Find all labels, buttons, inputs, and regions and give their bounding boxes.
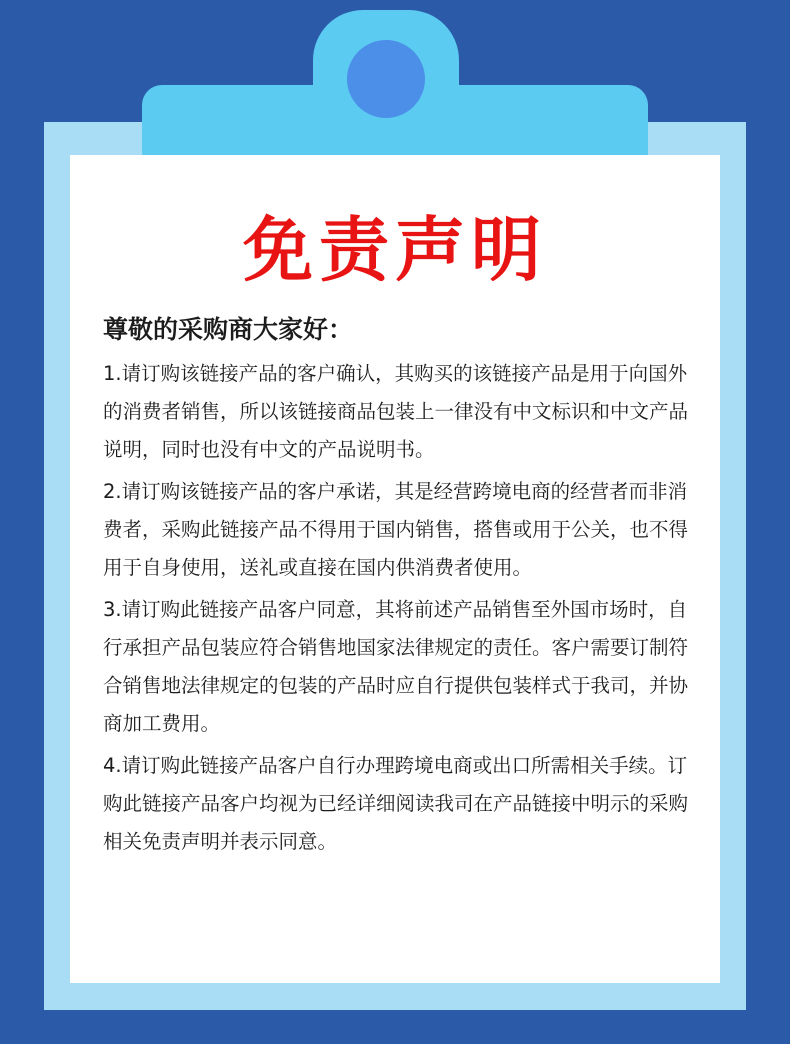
clause-2: 2.请订购该链接产品的客户承诺，其是经营跨境电商的经营者而非消费者，采购此链接产品不得用于国内销售，搭售或用于公关，也不得用于自身使用，送礼或直接在国内供消费者使用。	[103, 480, 689, 579]
greeting-text: 尊敬的采购商大家好：	[103, 315, 354, 344]
clip-hole-icon	[347, 40, 425, 118]
clause-1: 1.请订购该链接产品的客户确认，其购买的该链接产品是用于向国外的消费者销售，所以该链接商品包装上一律没有中文标识和中文产品说明，同时也没有中文的产品说明书。	[103, 362, 689, 461]
page-title: 免责声明	[243, 209, 547, 291]
clause-4: 4.请订购此链接产品客户自行办理跨境电商或出口所需相关手续。订购此链接产品客户均视为已经详细阅读我司在产品链接中明示的采购相关免责声明并表示同意。	[103, 754, 689, 853]
paper-sheet	[70, 155, 720, 983]
clause-3: 3.请订购此链接产品客户同意，其将前述产品销售至外国市场时，自行承担产品包装应符合销售地国家法律规定的责任。客户需要订制符合销售地法律规定的包装的产品时应自行提供包装样式于我司，并协商加工费用。	[103, 598, 689, 735]
disclaimer-body	[103, 305, 693, 865]
